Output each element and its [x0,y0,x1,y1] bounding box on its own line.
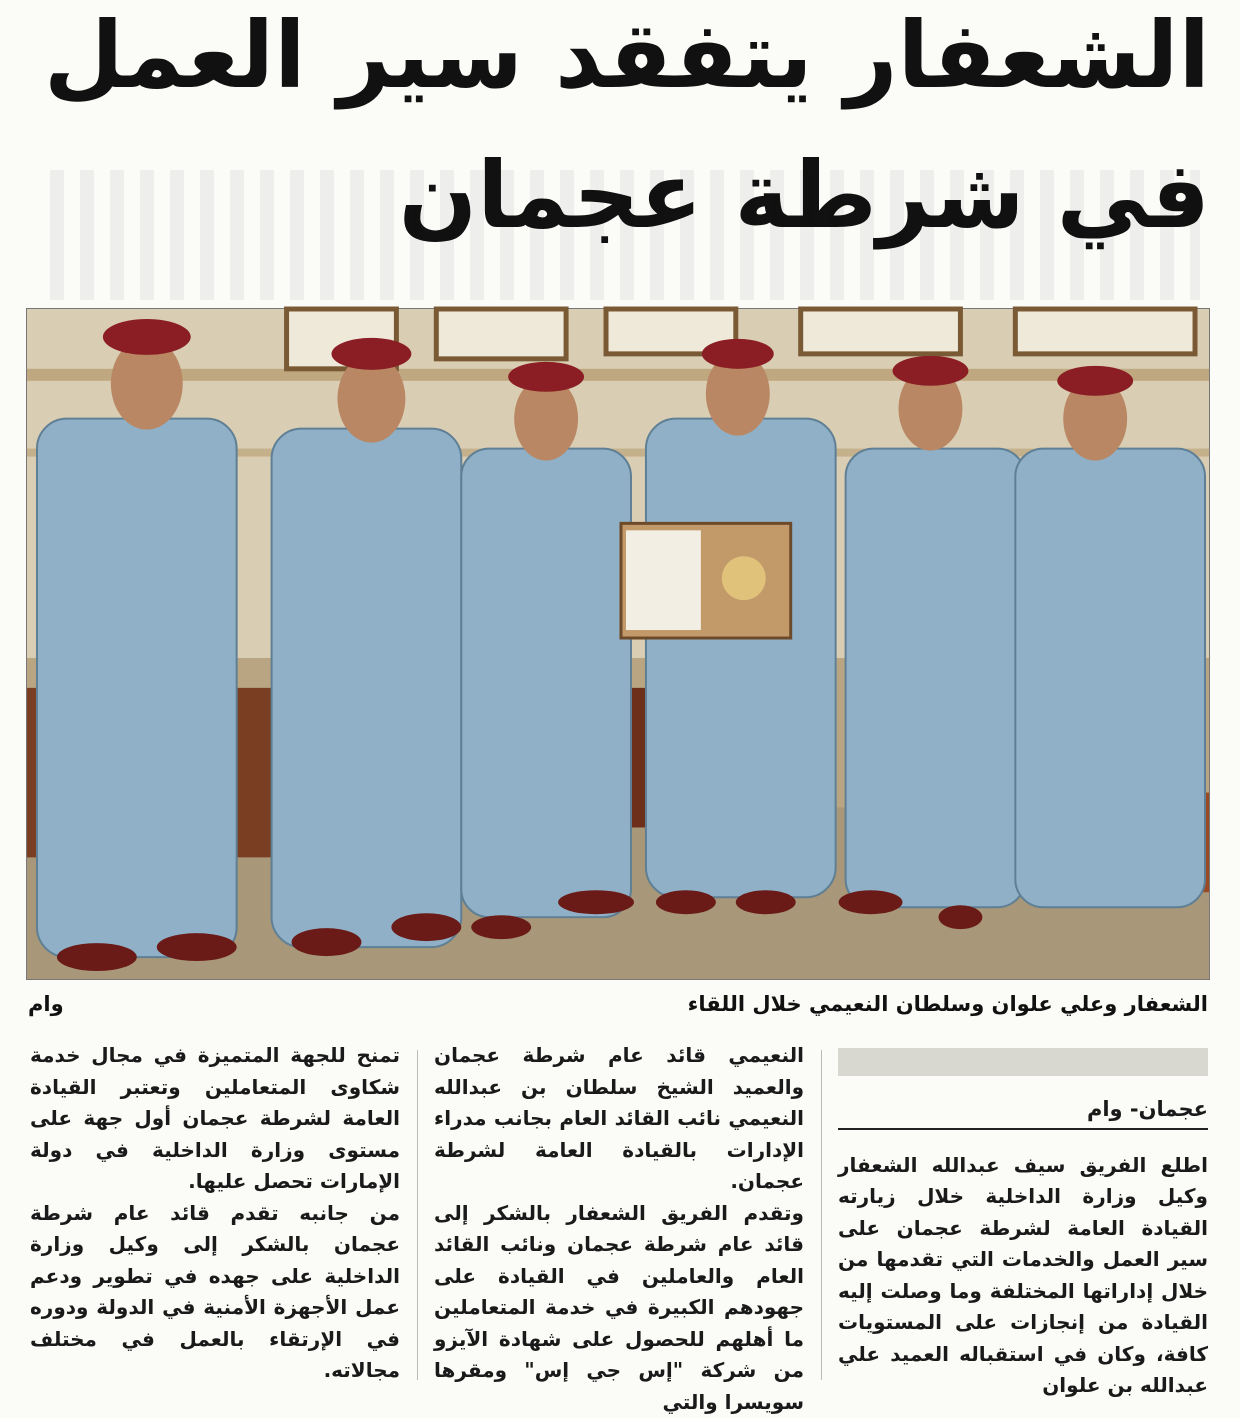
headline-line-2: في شرطة عجمان [30,150,1210,290]
article-column-middle [434,1040,804,1418]
column-divider [821,1050,822,1380]
article-paragraph: وتقدم الفريق الشعفار بالشكر إلى قائد عام شرطة عجمان ونائب القائد العام والعاملين في القيادة على جهودهم الكبيرة في خدمة المتعاملين ما أهلهم للحصول على شهادة الآيزو من شركة "إس جي إس" ومقرها سويسرا والتي [434,1198,804,1418]
group-photo [26,308,1210,980]
column-divider [417,1050,418,1380]
article-column-right [838,1048,1208,1402]
article-paragraph: تمنح للجهة المتميزة في مجال خدمة شكاوى المتعاملين وتعتبر القيادة العامة لشرطة عجمان أول جهة على مستوى وزارة الداخلية في دولة الإمارات تحصل عليها. [30,1040,400,1198]
bleed-through-texture [50,170,1200,300]
dateline: عجمان- وام [838,1094,1208,1130]
group-photo-icon [27,309,1209,979]
article-paragraph: من جانبه تقدم قائد عام شرطة عجمان بالشكر إلى وكيل وزارة الداخلية على جهده في تطوير ودعم عمل الأجهزة الأمنية في الدولة ودوره في الإرتقاء بالعمل في مختلف مجالاته. [30,1198,400,1387]
photo-credit: وام [28,992,64,1016]
photo-caption: الشعفار وعلي علوان وسلطان النعيمي خلال اللقاء [688,992,1208,1016]
headline-line-1: الشعفار يتفقد سير العمل [30,10,1210,150]
article-column-left [30,1040,400,1387]
article-paragraph: اطلع الفريق سيف عبدالله الشعفار وكيل وزارة الداخلية خلال زيارته القيادة العامة لشرطة عجمان على سير العمل والخدمات التي تقدمها من خلال إداراتها المختلفة وما وصلت إليه القيادة من إنجازات على المستويات كافة، وكان في استقباله العميد علي عبدالله بن علوان [838,1150,1208,1402]
grey-rule [838,1048,1208,1076]
article-paragraph: النعيمي قائد عام شرطة عجمان والعميد الشيخ سلطان بن عبدالله النعيمي نائب القائد العام بجانب مدراء الإدارات بالقيادة العامة لشرطة عجمان. [434,1040,804,1198]
